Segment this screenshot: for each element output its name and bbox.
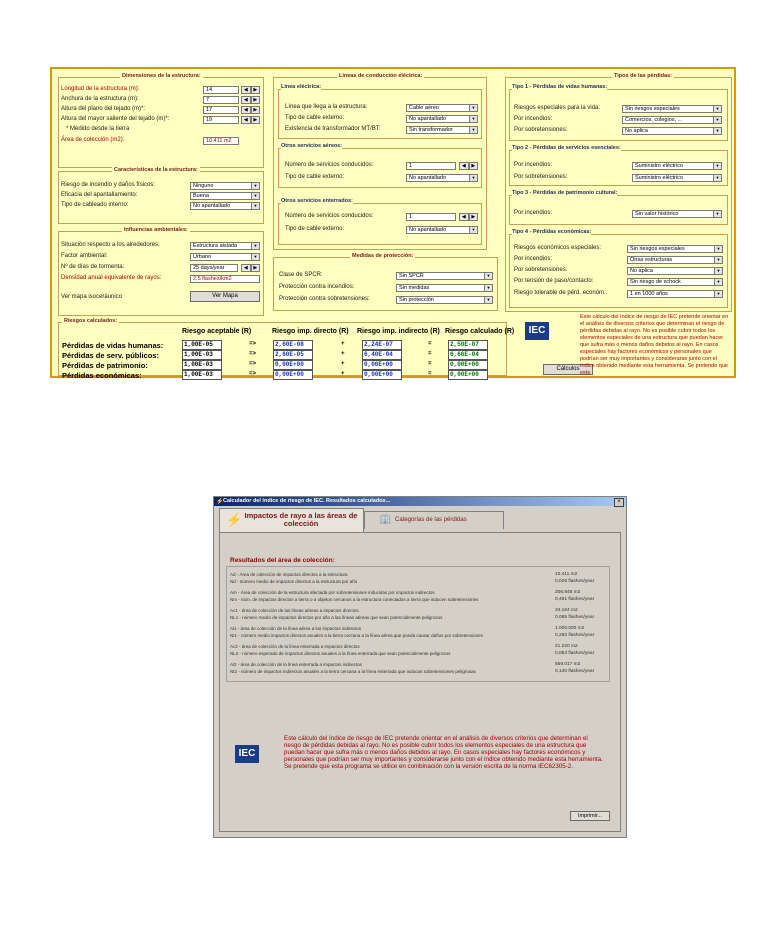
t3-fire-value: Sin valor histórico <box>635 211 679 217</box>
buried-count-label: Número de servicios conducidos: <box>285 213 374 219</box>
buried-cable-select[interactable] <box>406 226 478 234</box>
increment-icon[interactable]: ▶ <box>251 106 261 114</box>
t2-fire-select[interactable] <box>632 162 722 170</box>
buried-cable-value: No apantallado <box>409 227 447 233</box>
risk-direct-value: 2,60E-05 <box>273 350 313 360</box>
length-spinner[interactable] <box>241 86 260 94</box>
decrement-icon[interactable]: ◀ <box>241 86 251 94</box>
loss-type4-title: Tipo 4 - Pérdidas económicas: <box>512 229 592 235</box>
chevron-down-icon[interactable]: ▼ <box>714 268 722 274</box>
chevron-down-icon[interactable]: ▼ <box>469 127 477 133</box>
t2-fire-label: Por incendios: <box>514 162 553 168</box>
tab-loss-label: Categorías de las pérdidas <box>395 517 467 523</box>
risk-acceptable-value: 1,00E-05 <box>182 340 222 350</box>
spcr-value: Sin SPCR <box>399 273 424 279</box>
print-button[interactable]: Imprimir... <box>570 811 610 821</box>
plus-operator: + <box>341 371 345 377</box>
decrement-icon[interactable]: ◀ <box>241 96 251 104</box>
header-indirect: Riesgo imp. indirecto (R) <box>357 328 440 335</box>
surroundings-value: Estructura aislada <box>193 243 238 249</box>
iec-logo: IEC <box>235 745 259 763</box>
increment-icon[interactable]: ▶ <box>469 162 479 170</box>
chevron-down-icon[interactable]: ▼ <box>714 246 722 252</box>
chevron-down-icon[interactable]: ▼ <box>251 243 259 249</box>
decrement-icon[interactable]: ◀ <box>241 264 251 272</box>
width-spinner[interactable] <box>241 96 260 104</box>
result-label: Ad - Área de colección de impactos directos a la estructura <box>230 572 348 577</box>
fire-prot-value: Sin medidas <box>399 285 430 291</box>
arrow-operator: => <box>249 361 257 367</box>
t1-surge-select[interactable] <box>622 127 722 135</box>
t1-fire-label: Por incendios: <box>514 116 553 122</box>
roof-height-spinner[interactable] <box>241 106 260 114</box>
risk-calc-value: 2,50E-07 <box>448 340 488 350</box>
fire-prot-select[interactable] <box>396 284 493 292</box>
max-height-input[interactable]: 19 <box>203 116 239 124</box>
result-value: 0,140 flashes/year <box>555 669 595 674</box>
chevron-down-icon[interactable]: ▼ <box>713 128 721 134</box>
decrement-icon[interactable]: ◀ <box>241 106 251 114</box>
aerial-cable-select[interactable] <box>406 174 478 182</box>
result-label: NL1 - número medio de impactos directos por año a las líneas aéreas que sean potencialmente peligrosos <box>230 615 443 620</box>
chevron-down-icon[interactable]: ▼ <box>469 175 477 181</box>
building-icon: 🏢 <box>379 514 392 525</box>
t1-special-value: Sin riesgos especiales <box>625 106 680 112</box>
t4-surge-value: No aplica <box>630 268 653 274</box>
result-value: 10.411 m2 <box>555 572 578 577</box>
risks-title: Riesgos calculados: <box>64 318 118 324</box>
dimensions-title: Dimensiones de la estructura: <box>122 73 201 79</box>
chevron-down-icon[interactable]: ▼ <box>484 285 492 291</box>
equals-operator: = <box>428 371 432 377</box>
t2-surge-value: Suministro eléctrico <box>635 175 683 181</box>
wiring-label: Tipo de cableado interno: <box>61 202 129 208</box>
flash-density-value: 2,5 flashes/km2 <box>190 275 260 283</box>
risk-row-label: Pérdidas de vidas humanas: <box>62 341 164 350</box>
transformer-value: Sin transformador <box>409 127 453 133</box>
collection-area-label: Área de colección (m2): <box>61 137 125 143</box>
aerial-title: Otros servicios aéreos: <box>281 143 343 149</box>
risk-row-label: Pérdidas de serv. públicos: <box>62 351 159 360</box>
loss-type3-title: Tipo 3 - Pérdidas de patrimonio cultural: <box>512 190 618 196</box>
buried-count-input[interactable]: 1 <box>406 213 456 221</box>
ext-cable-label: Tipo de cable externo: <box>285 115 345 121</box>
result-label: NL2 - número esperado de impactos directos anuales a la línea enterrada que sean potencialmente peligrosos <box>230 651 451 656</box>
aerial-count-input[interactable]: 1 <box>406 162 456 170</box>
decrement-icon[interactable]: ◀ <box>459 162 469 170</box>
losses-title: Tipos de las pérdidas: <box>614 73 672 79</box>
dialog-disclaimer: Este cálculo del índice de riesgo de IEC pretende orientar en el análisis de diversos criterios que determinan el riesgo de pérdidas debidas al rayo. No es posible cubrir todos los elementos especiales de una estructura que puedan hacer que sufra más o menos daños debidos al rayo. En casos especiales hay factores económicos y personales que podrían ser muy importantes y considerarse junto con el índice obtenido mediante esta herramienta. Se pretende que esta programa se utilice en combinación con la versión escrita de la norma IEC62305-2. <box>284 735 603 770</box>
result-label: Ac1 - área de colección de las líneas aéreas a impactos directos <box>230 608 359 613</box>
t4-tolerable-label: Riesgo tolerable de pérd. económ.: <box>514 290 608 296</box>
result-value: 0,085 flashes/year <box>555 615 595 620</box>
result-label: Al2 - área de colección de la línea enterrada a impactos indirectos <box>230 662 362 667</box>
t4-step-select[interactable] <box>627 278 723 286</box>
flash-density-label: Densidad anual equivalente de rayos: <box>61 275 162 281</box>
result-label: Am - Área de colección de la estructura afectada por sobretensiones inducidas por impactos indirectos <box>230 590 435 595</box>
map-label: Ver mapa isoceráunico <box>61 294 123 300</box>
decrement-icon[interactable]: ◀ <box>459 213 469 221</box>
shield-eff-select[interactable] <box>190 192 260 200</box>
t4-special-select[interactable] <box>627 245 723 253</box>
chevron-down-icon[interactable]: ▼ <box>251 193 259 199</box>
t4-step-label: Por tensión de paso/contacto: <box>514 278 594 284</box>
t1-surge-value: No aplica <box>625 128 648 134</box>
risk-form <box>50 67 736 378</box>
fire-risk-select[interactable] <box>190 182 260 190</box>
arrow-operator: => <box>249 351 257 357</box>
chevron-down-icon[interactable]: ▼ <box>251 254 259 260</box>
buried-count-spinner[interactable] <box>459 213 478 221</box>
tab-collection-label: Impactos de rayo a las áreas de colección <box>244 511 358 528</box>
t4-special-value: Sin riesgos especiales <box>630 246 685 252</box>
roof-height-input[interactable]: 17 <box>203 106 239 114</box>
t4-surge-label: Por sobretensiones: <box>514 267 568 273</box>
wiring-value: No apantallado <box>193 203 231 209</box>
chevron-down-icon[interactable]: ▼ <box>713 106 721 112</box>
fire-risk-value: Ninguno <box>193 183 214 189</box>
chevron-down-icon[interactable]: ▼ <box>251 203 259 209</box>
header-acceptable: Riesgo aceptable (R) <box>182 328 252 335</box>
chevron-down-icon[interactable]: ▼ <box>484 273 492 279</box>
t3-fire-select[interactable] <box>632 210 722 218</box>
increment-icon[interactable]: ▶ <box>251 116 261 124</box>
header-direct: Riesgo imp. directo (R) <box>272 328 349 335</box>
chevron-down-icon[interactable]: ▼ <box>714 257 722 263</box>
max-height-spinner[interactable] <box>241 116 260 124</box>
height-note: * Medido desde la tierra <box>66 126 130 132</box>
surroundings-select[interactable] <box>190 242 260 250</box>
result-value: 0,053 flashes/year <box>555 651 595 656</box>
result-label: NI2 - número de impactos indirectos anuales a la tierra cercana a la línea enterrada que inducan sobretensiones peligrosas <box>230 669 476 674</box>
t4-special-label: Riesgos económicos especiales: <box>514 245 602 251</box>
result-label: Nd - número medio de impactos directos a la estructura por año <box>230 579 358 584</box>
chevron-down-icon[interactable]: ▼ <box>469 227 477 233</box>
dialog-titlebar[interactable] <box>214 497 626 506</box>
storm-days-label: Nº de días de tormenta: <box>61 264 125 270</box>
t4-surge-select[interactable] <box>627 267 723 275</box>
t1-fire-select[interactable] <box>622 116 722 124</box>
result-label: NI1 - número medio impactos directos anuales a la tierra cercana a la línea aérea que pueda causar daños por sobretensiones <box>230 633 483 638</box>
env-factor-value: Urbano <box>193 254 212 260</box>
t4-fire-value: Otras estructuras <box>630 257 673 263</box>
risk-acceptable-value: 1,00E-03 <box>182 350 222 360</box>
result-label: Al1 - área de colección de la línea aérea a los impactos indirectos <box>230 626 362 631</box>
dialog-title: Calculador del índice de riesgo de IEC. Resultados calculados... <box>223 498 391 504</box>
fire-risk-label: Riesgo de incendio y daños físicos: <box>61 182 156 188</box>
t4-tolerable-value: 1 en 1000 años <box>630 291 668 297</box>
tab-loss-categories[interactable] <box>364 511 504 529</box>
increment-icon[interactable]: ▶ <box>469 213 479 221</box>
risk-row-label: Pérdidas económicas: <box>62 371 142 380</box>
plus-operator: + <box>341 351 345 357</box>
t1-surge-label: Por sobretensiones: <box>514 127 568 133</box>
result-value: 206.948 m2 <box>555 590 581 595</box>
t1-fire-value: Comercios, colegios, ... <box>625 117 683 123</box>
fire-prot-label: Protección contra incendios: <box>279 284 355 290</box>
aerial-count-spinner[interactable] <box>459 162 478 170</box>
risk-row-label: Pérdidas de patrimonio: <box>62 361 148 370</box>
result-label: Nm - núm. de impactos directos a tierra o a objetos cercanos a la estructura conectados a tierra que inducen sobretensiones <box>230 597 479 602</box>
width-label: Anchura de la estructura (m): <box>61 96 139 102</box>
wiring-select[interactable] <box>190 202 260 210</box>
risk-indirect-value: 6,40E-04 <box>362 350 402 360</box>
t4-fire-label: Por incendios: <box>514 256 553 262</box>
result-value: 34.164 m2 <box>555 608 578 613</box>
decrement-icon[interactable]: ◀ <box>241 116 251 124</box>
t4-step-value: Sin riesgo de schock <box>630 279 681 285</box>
results-dialog <box>213 496 627 838</box>
increment-icon[interactable]: ▶ <box>251 86 261 94</box>
t4-fire-select[interactable] <box>627 256 723 264</box>
risk-acceptable-value: 1,00E-03 <box>182 370 222 380</box>
result-value: 0,250 flashes/year <box>555 633 595 638</box>
t2-surge-label: Por sobretensiones: <box>514 174 568 180</box>
loss-type2-title: Tipo 2 - Pérdidas de servicios esenciales: <box>512 145 621 151</box>
iec-logo: IEC <box>525 322 549 340</box>
result-value: 0,026 flashes/year <box>555 579 595 584</box>
roof-height-label: Altura del plano del tejado (m)*: <box>61 106 146 112</box>
risk-indirect-value: 0,00E+00 <box>362 360 402 370</box>
loss-type1-title: Tipo 1 - Pérdidas de vidas humanas: <box>512 84 608 90</box>
line-arrival-label: Línea que llega a la estructura: <box>285 104 368 110</box>
surge-prot-select[interactable] <box>396 296 493 304</box>
increment-icon[interactable]: ▶ <box>251 96 261 104</box>
line-arrival-value: Cable aéreo <box>409 105 439 111</box>
buried-group <box>278 203 482 245</box>
lines-title: Líneas de conducción eléctrica: <box>339 73 423 79</box>
result-value: 1.000.000 m2 <box>555 626 585 631</box>
close-button[interactable]: × <box>614 498 624 507</box>
risk-calc-value: 0,00E+00 <box>448 360 488 370</box>
spcr-label: Clase de SPCR: <box>279 272 323 278</box>
arrow-operator: => <box>249 371 257 377</box>
chevron-down-icon[interactable]: ▼ <box>713 211 721 217</box>
transformer-label: Existencia de transformador MT/BT: <box>285 126 381 132</box>
storm-days-input[interactable]: 25 days/year <box>190 264 238 272</box>
increment-icon[interactable]: ▶ <box>251 264 261 272</box>
buried-cable-label: Tipo de cable externo: <box>285 226 345 232</box>
width-input[interactable]: 7 <box>203 96 239 104</box>
protection-title: Medidas de protección: <box>352 253 414 259</box>
risk-acceptable-value: 1,00E-03 <box>182 360 222 370</box>
characteristics-title: Características de la estructura: <box>114 167 198 173</box>
chevron-down-icon[interactable]: ▼ <box>484 297 492 303</box>
t4-tolerable-select[interactable] <box>627 290 723 298</box>
shield-eff-label: Eficacia del apantallamiento: <box>61 192 138 198</box>
risk-indirect-value: 0,00E+00 <box>362 370 402 380</box>
calculate-button[interactable]: Cálculos <box>543 364 593 375</box>
length-input[interactable]: 14 <box>203 86 239 94</box>
chevron-down-icon[interactable]: ▼ <box>714 291 722 297</box>
t2-fire-value: Suministro eléctrico <box>635 163 683 169</box>
result-label: Ac2 - área de colección de la línea enterrada a impactos directos <box>230 644 360 649</box>
surroundings-label: Situación respecto a los alrededores: <box>61 242 160 248</box>
aerial-count-label: Número de servicios conducidos: <box>285 162 374 168</box>
plus-operator: + <box>341 341 345 347</box>
t2-surge-select[interactable] <box>632 174 722 182</box>
storm-days-spinner[interactable] <box>241 264 260 272</box>
equals-operator: = <box>428 351 432 357</box>
chevron-down-icon[interactable]: ▼ <box>713 117 721 123</box>
equals-operator: = <box>428 361 432 367</box>
aerial-cable-label: Tipo de cable externo: <box>285 174 345 180</box>
length-label: Longitud de la estructura (m): <box>61 86 140 92</box>
spcr-select[interactable] <box>396 272 493 280</box>
buried-title: Otros servicios enterrados: <box>281 198 353 204</box>
result-value: 0,491 flashes/year <box>555 597 595 602</box>
risk-calc-value: 6,66E-04 <box>448 350 488 360</box>
risk-direct-value: 0,00E+00 <box>273 360 313 370</box>
shield-eff-value: Buena <box>193 193 209 199</box>
env-factor-select[interactable] <box>190 253 260 261</box>
chevron-down-icon[interactable]: ▼ <box>469 105 477 111</box>
risk-direct-value: 0,00E+00 <box>273 370 313 380</box>
max-height-label: Altura del mayor saliente del tejado (m)*: <box>61 116 170 122</box>
result-value: 21.220 m2 <box>555 644 578 649</box>
t1-special-select[interactable] <box>622 105 722 113</box>
lightning-icon: ⚡ <box>216 499 224 505</box>
disclaimer-text: Este cálculo del índice de riesgo de IEC pretende orientar en el análisis de diversos criterios que determinan el riesgo de pérdidas debidas al rayo. No es posible cubrir todos los elementos especiales de una estructura que puedan hacer que sufra más o menos daños debidos al rayo. En casos especiales hay factores económicos y personales que podrían ser muy importantes y considerarse junto con el índice obtenido mediante esta herramienta. Se pretende que este <box>580 314 729 376</box>
chevron-down-icon[interactable]: ▼ <box>469 116 477 122</box>
view-map-button[interactable]: Ver Mapa <box>190 291 260 302</box>
transformer-select[interactable] <box>406 126 478 134</box>
env-factor-label: Factor ambiental: <box>61 253 108 259</box>
chevron-down-icon[interactable]: ▼ <box>714 279 722 285</box>
section-title: Resultados del área de colección: <box>230 557 335 564</box>
tab-collection-areas[interactable] <box>219 508 364 532</box>
collection-area-value: 10.411 m2 <box>203 137 239 145</box>
chevron-down-icon[interactable]: ▼ <box>251 183 259 189</box>
electric-line-title: Línea eléctrica: <box>281 84 322 90</box>
ext-cable-select[interactable] <box>406 115 478 123</box>
surge-prot-value: Sin protección <box>399 297 434 303</box>
environment-title: Influencias ambientales: <box>124 227 188 233</box>
plus-operator: + <box>341 361 345 367</box>
t1-special-label: Riesgos especiales para la vida: <box>514 105 601 111</box>
aerial-cable-value: No apantallado <box>409 175 447 181</box>
surge-prot-label: Protección contra sobretensiones: <box>279 296 370 302</box>
chevron-down-icon[interactable]: ▼ <box>713 175 721 181</box>
ext-cable-value: No apantallado <box>409 116 447 122</box>
line-arrival-select[interactable] <box>406 104 478 112</box>
t3-fire-label: Por incendios: <box>514 210 553 216</box>
risk-indirect-value: 2,24E-07 <box>362 340 402 350</box>
arrow-operator: => <box>249 341 257 347</box>
chevron-down-icon[interactable]: ▼ <box>713 163 721 169</box>
lightning-icon: ⚡ <box>226 512 243 527</box>
equals-operator: = <box>428 341 432 347</box>
risk-direct-value: 2,60E-08 <box>273 340 313 350</box>
header-calculated: Riesgo calculado (R) <box>445 328 515 335</box>
result-value: 559.017 m2 <box>555 662 581 667</box>
risk-calc-value: 0,00E+00 <box>448 370 488 380</box>
